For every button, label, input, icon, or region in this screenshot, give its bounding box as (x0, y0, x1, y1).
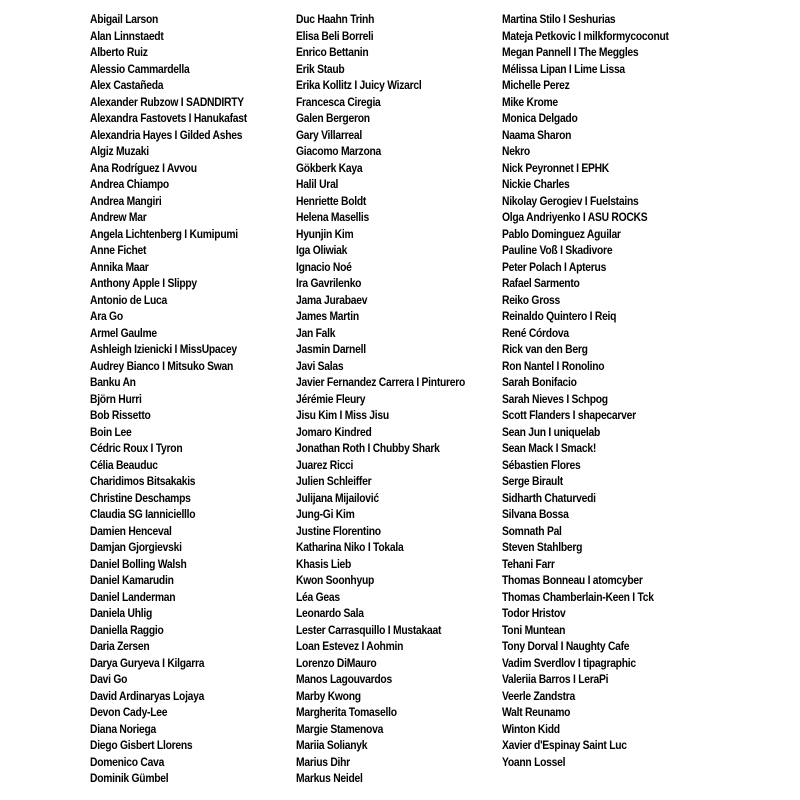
contributor-name: Julijana Mijailović (296, 490, 379, 505)
contributor-name: Diana Noriega (90, 721, 157, 736)
contributor-name: Alex Castañeda (90, 78, 164, 92)
contributor-name: Darya Guryeva I Kilgarra (90, 655, 205, 670)
contributor-name: Yoann Lossel (502, 754, 566, 769)
contributor-name: Bob Rissetto (90, 408, 151, 422)
contributor-name: Davi Go (90, 672, 128, 686)
contributor-name: Veerle Zandstra (502, 688, 576, 703)
contributor-name: Charidimos Bitsakakis (90, 474, 196, 488)
contributor-name: Markus Neidel (296, 771, 363, 785)
contributor-name: Sarah Bonifacio (502, 375, 577, 389)
contributor-name: David Ardinaryas Lojaya (90, 688, 205, 703)
contributor-name: Javier Fernandez Carrera I Pinturero (296, 375, 466, 389)
contributor-name: Alexander Rubzow I SADNDIRTY (90, 94, 244, 109)
contributor-name: Alexandra Fastovets I Hanukafast (90, 111, 247, 125)
contributor-name: Thomas Chamberlain-Keen I Tck (502, 589, 654, 604)
contributor-name: Sean Jun I uniquelab (502, 424, 601, 439)
contributor-name: Margherita Tomasello (296, 705, 397, 719)
contributor-name: Audrey Bianco I Mitsuko Swan (90, 358, 234, 373)
contributor-name: Rick van den Berg (502, 342, 588, 356)
contributor-name: Abigail Larson (90, 12, 159, 26)
names-column-2 (296, 11, 493, 787)
contributor-name: Duc Haahn Trinh (296, 12, 375, 26)
contributor-name: Célia Beauduc (90, 457, 158, 472)
contributor-name: Valeriia Barros I LeraPi (502, 672, 609, 686)
contributor-name: Jonathan Roth I Chubby Shark (296, 441, 440, 455)
contributor-name: Claudia SG Iannicielllo (90, 507, 196, 521)
contributor-name: Daria Zersen (90, 639, 150, 653)
contributor-name: Olga Andriyenko I ASU ROCKS (502, 210, 648, 224)
contributor-name: Jérémie Fleury (296, 391, 366, 406)
contributor-name: Todor Hristov (502, 606, 566, 620)
contributor-name: Jasmin Darnell (296, 342, 366, 356)
contributor-name: Nikolay Gerogiev I Fuelstains (502, 193, 639, 208)
contributor-name: Hyunjin Kim (296, 226, 354, 241)
contributor-name: Somnath Pal (502, 523, 562, 538)
contributor-name: Pauline Voß I Skadivore (502, 243, 613, 257)
contributor-name: Devon Cady-Lee (90, 705, 168, 719)
contributor-name: Armel Gaulme (90, 325, 157, 340)
contributor-name: Ashleigh Izienicki I MissUpacey (90, 342, 237, 356)
contributor-name: Gary Villarreal (296, 127, 362, 142)
contributor-name: Algiz Muzaki (90, 144, 149, 158)
contributor-name: Margie Stamenova (296, 721, 384, 736)
contributor-name: Rafael Sarmento (502, 276, 580, 290)
contributor-name: Pablo Dominguez Aguilar (502, 226, 621, 241)
contributor-name: Damjan Gjorgievski (90, 540, 182, 554)
contributor-name: Léa Geas (296, 589, 340, 604)
contributor-name: Andrea Chiampo (90, 177, 169, 191)
contributor-name: Sarah Nieves I Schpog (502, 391, 608, 406)
contributor-name: Nickie Charles (502, 177, 570, 191)
contributor-name: Loan Estevez I Aohmin (296, 639, 404, 653)
contributor-name: Henriette Boldt (296, 193, 367, 208)
contributor-name: Toni Muntean (502, 622, 566, 637)
contributor-name: Monica Delgado (502, 111, 578, 125)
contributor-name: Sébastien Flores (502, 457, 581, 472)
contributor-name: Alberto Ruiz (90, 45, 148, 59)
contributor-name: Michelle Perez (502, 78, 570, 92)
contributor-name: Sidharth Chaturvedi (502, 490, 596, 505)
contributor-name: Cédric Roux I Tyron (90, 441, 183, 455)
contributor-name: Xavier d'Espinay Saint Luc (502, 738, 627, 752)
contributor-name: Marius Dihr (296, 754, 350, 769)
contributor-name: Katharina Niko I Tokala (296, 540, 404, 554)
contributor-name: Galen Bergeron (296, 111, 370, 125)
contributor-name: Mateja Petkovic I milkformycoconut (502, 28, 669, 43)
contributor-name: Manos Lagouvardos (296, 672, 392, 686)
contributor-name: René Córdova (502, 325, 569, 340)
contributor-name: Gökberk Kaya (296, 160, 363, 175)
contributor-name: Elisa Beli Borreli (296, 28, 374, 43)
contributor-name: Halil Ural (296, 177, 339, 191)
contributor-name: Jan Falk (296, 325, 336, 340)
contributor-name: Anthony Apple I Slippy (90, 276, 197, 290)
contributor-name: Daniel Kamarudin (90, 573, 174, 587)
names-column-1 (90, 11, 272, 787)
contributor-name: Giacomo Marzona (296, 144, 382, 158)
contributor-name: Serge Birault (502, 474, 563, 488)
contributor-name: Jomaro Kindred (296, 424, 372, 439)
contributor-name: Kwon Soonhyup (296, 573, 375, 587)
contributor-name: Iga Oliwiak (296, 243, 348, 257)
contributor-name: Alessio Cammardella (90, 61, 190, 76)
contributor-name: Scott Flanders I shapecarver (502, 408, 636, 422)
contributor-name: Ira Gavrilenko (296, 276, 362, 290)
contributor-name: Andrea Mangiri (90, 193, 162, 208)
contributor-name: Ron Nantel I Ronolino (502, 358, 605, 373)
contributor-name: James Martin (296, 309, 359, 323)
contributor-name: Tony Dorval I Naughty Cafe (502, 639, 630, 653)
contributor-name: Helena Masellis (296, 210, 370, 224)
contributor-name: Lester Carrasquillo I Mustakaat (296, 622, 442, 637)
contributor-name: Jisu Kim I Miss Jisu (296, 408, 389, 422)
names-column-3 (502, 11, 696, 770)
contributor-name: Tehani Farr (502, 556, 555, 571)
contributor-name: Jama Jurabaev (296, 292, 368, 307)
contributor-name: Christine Deschamps (90, 490, 191, 505)
contributor-name: Alexandria Hayes I Gilded Ashes (90, 127, 243, 142)
contributor-name: Ana Rodríguez I Avvou (90, 160, 197, 175)
contributor-name: Khasis Lieb (296, 556, 352, 571)
contributor-name: Erik Staub (296, 61, 345, 76)
contributor-name: Erika Kollitz I Juicy Wizarcl (296, 78, 422, 92)
contributor-name: Reiko Gross (502, 292, 560, 307)
contributor-name: Boin Lee (90, 424, 132, 439)
contributor-name: Björn Hurri (90, 391, 142, 406)
contributor-name: Daniel Landerman (90, 589, 176, 604)
contributor-name: Antonio de Luca (90, 292, 167, 307)
contributor-name: Ignacio Noé (296, 259, 352, 274)
contributor-name: Vadim Sverdlov I tipagraphic (502, 655, 636, 670)
contributor-name: Daniella Raggio (90, 622, 164, 637)
contributor-name: Walt Reunamo (502, 705, 571, 719)
contributor-name: Banku An (90, 375, 136, 389)
contributor-name: Justine Florentino (296, 523, 381, 538)
contributor-name: Andrew Mar (90, 210, 147, 224)
contributor-name: Lorenzo DiMauro (296, 655, 377, 670)
contributor-name: Peter Polach I Apterus (502, 259, 607, 274)
contributor-name: Enrico Bettanin (296, 45, 369, 59)
contributor-name: Mélissa Lipan I Lime Lissa (502, 61, 625, 76)
contributor-name: Thomas Bonneau I atomcyber (502, 573, 643, 587)
contributor-name: Diego Gisbert Llorens (90, 738, 193, 752)
contributor-name: Anne Fichet (90, 243, 147, 257)
contributor-name: Nick Peyronnet I EPHK (502, 160, 609, 175)
contributor-name: Damien Henceval (90, 523, 172, 538)
contributor-name: Domenico Cava (90, 754, 165, 769)
contributor-name: Daniel Bolling Walsh (90, 556, 187, 571)
contributor-name: Naama Sharon (502, 127, 572, 142)
contributor-name: Annika Maar (90, 259, 149, 274)
contributor-name: Reinaldo Quintero I Reiq (502, 309, 617, 323)
contributor-name: Nekro (502, 144, 530, 158)
contributor-name: Daniela Uhlig (90, 606, 153, 620)
contributor-name: Alan Linnstaedt (90, 28, 164, 43)
contributor-name: Julien Schleiffer (296, 474, 372, 488)
contributor-name: Juarez Ricci (296, 457, 354, 472)
contributor-name: Ara Go (90, 309, 123, 323)
contributor-name: Jung-Gi Kim (296, 507, 355, 521)
contributor-name: Megan Pannell I The Meggles (502, 45, 639, 59)
contributor-name: Winton Kidd (502, 721, 560, 736)
contributor-name: Angela Lichtenberg I Kumipumi (90, 226, 238, 241)
contributor-name: Francesca Ciregia (296, 94, 381, 109)
contributor-name: Sean Mack I Smack! (502, 441, 597, 455)
contributor-name: Silvana Bossa (502, 507, 569, 521)
contributor-name: Leonardo Sala (296, 606, 364, 620)
contributor-name: Mike Krome (502, 94, 558, 109)
contributor-name: Martina Stilo I Seshurias (502, 12, 616, 26)
contributor-name: Mariia Solianyk (296, 738, 368, 752)
contributor-name: Marby Kwong (296, 688, 361, 703)
contributor-name: Dominik Gümbel (90, 771, 169, 785)
contributor-name: Javi Salas (296, 358, 344, 373)
contributor-name: Steven Stahlberg (502, 540, 583, 554)
